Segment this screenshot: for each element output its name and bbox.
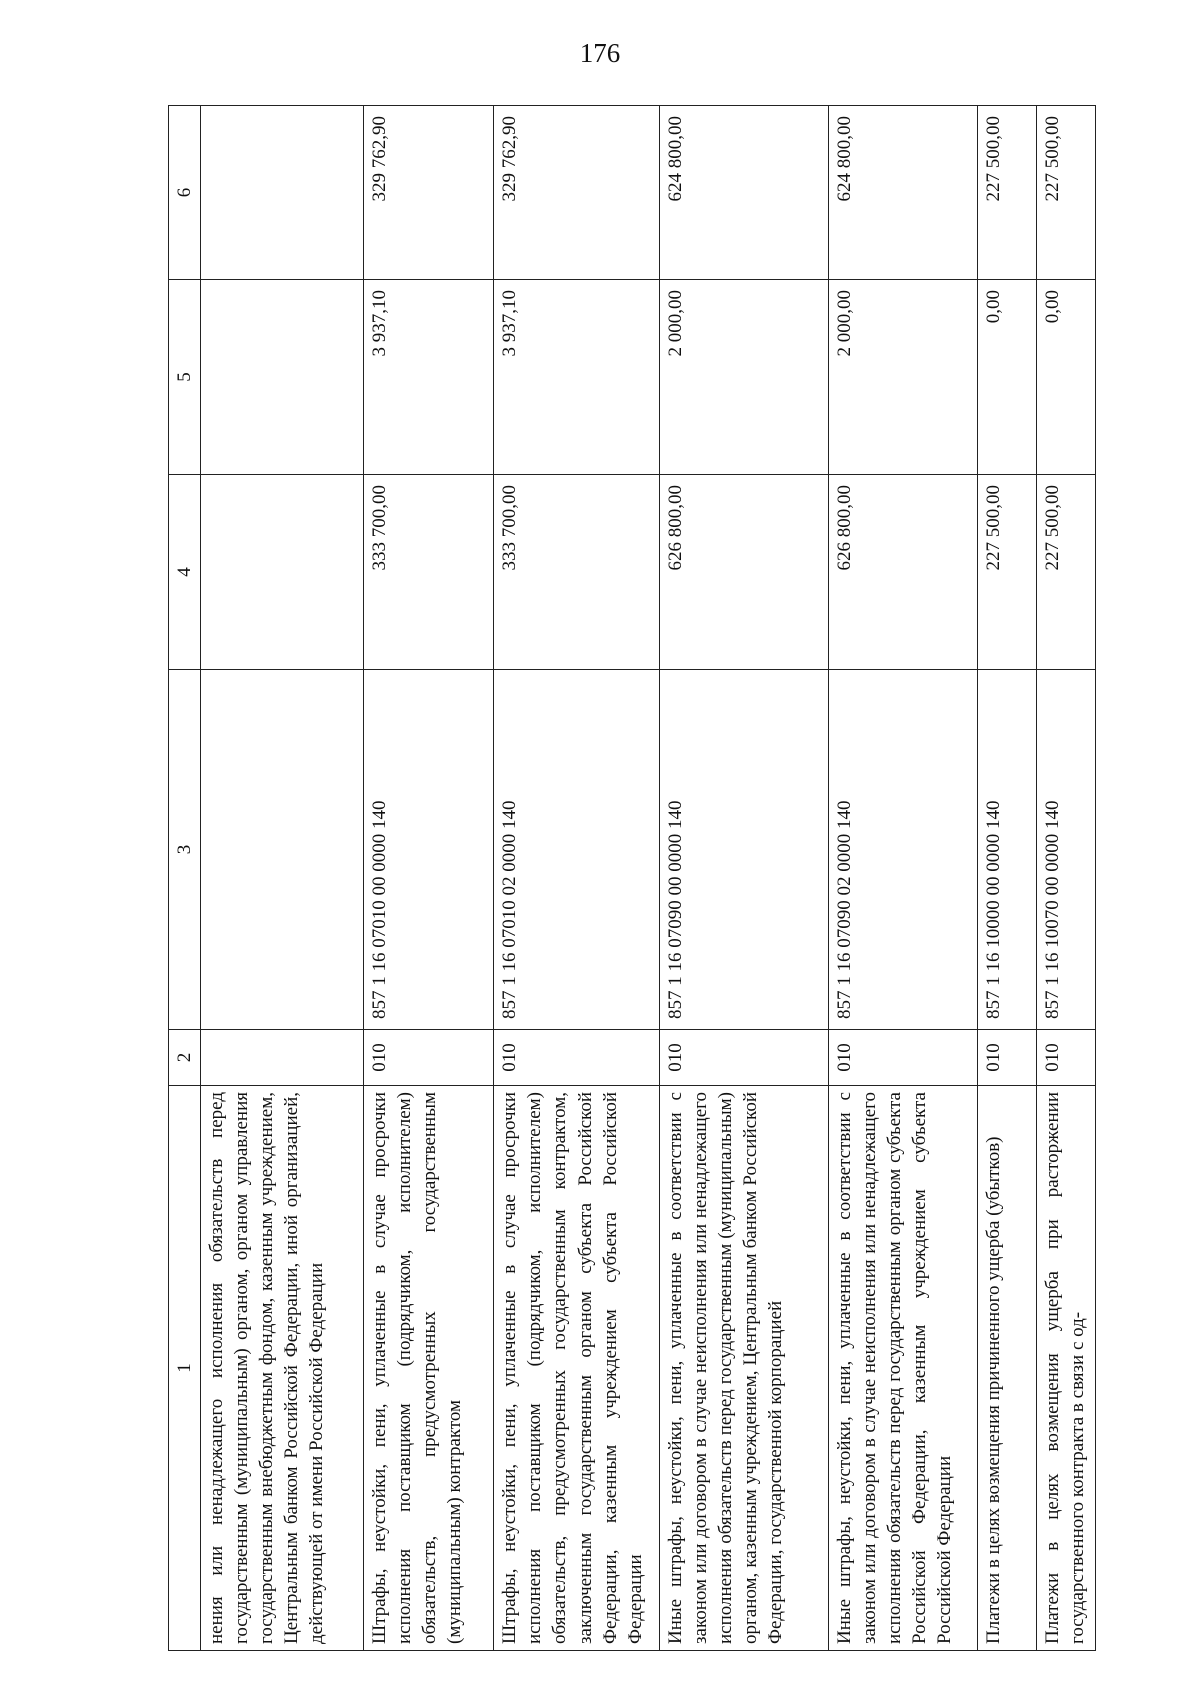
table-row (828, 106, 977, 1651)
plan-amount: 626 800,00 (828, 475, 977, 670)
table-row (1036, 106, 1095, 1651)
total-amount (200, 106, 363, 280)
budget-code: 857 1 16 07010 00 0000 140 (363, 670, 494, 1030)
row-name: нения или ненадлежащего исполнения обязательств перед государственным (муниципальным) органом, органом управления государственным внебюджетным фондом, казенным учреждением, Центральным банком Российской Федерации, иной организацией, действующей от имени Российской Федерации (200, 1086, 363, 1651)
rotated-table-container (168, 106, 1096, 1651)
table-row (977, 106, 1036, 1651)
admin-code: 010 (363, 1030, 494, 1086)
budget-code: 857 1 16 10000 00 0000 140 (977, 670, 1036, 1030)
total-amount: 329 762,90 (363, 106, 494, 280)
total-amount: 624 800,00 (659, 106, 828, 280)
admin-code: 010 (494, 1030, 659, 1086)
total-amount: 227 500,00 (1036, 106, 1095, 280)
header-cell: 5 (169, 280, 201, 475)
plan-amount: 227 500,00 (977, 475, 1036, 670)
table-row (494, 106, 659, 1651)
amend-amount: 2 000,00 (659, 280, 828, 475)
row-name: Иные штрафы, неустойки, пени, уплаченные в соответствии с законом или договором в случае неисполнения или ненадлежащего исполнения обязательств перед государственным (муниципальным) органом, казенным учреждением, Центральным банком Российской Федерации, государственной корпорацией (659, 1086, 828, 1651)
header-cell: 2 (169, 1030, 201, 1086)
total-amount: 624 800,00 (828, 106, 977, 280)
amend-amount: 0,00 (1036, 280, 1095, 475)
amend-amount: 3 937,10 (494, 280, 659, 475)
table-row (659, 106, 828, 1651)
revenue-table (168, 105, 1096, 1651)
landscape-page (168, 106, 1096, 1651)
budget-code: 857 1 16 07010 02 0000 140 (494, 670, 659, 1030)
admin-code: 010 (828, 1030, 977, 1086)
budget-code: 857 1 16 07090 00 0000 140 (659, 670, 828, 1030)
row-name: Платежи в целях возмещения причиненного ущерба (убытков) (977, 1086, 1036, 1651)
plan-amount: 626 800,00 (659, 475, 828, 670)
budget-code: 857 1 16 07090 02 0000 140 (828, 670, 977, 1030)
plan-amount: 227 500,00 (1036, 475, 1095, 670)
header-cell: 1 (169, 1086, 201, 1651)
header-cell: 3 (169, 670, 201, 1030)
amend-amount: 3 937,10 (363, 280, 494, 475)
amend-amount: 0,00 (977, 280, 1036, 475)
plan-amount: 333 700,00 (363, 475, 494, 670)
header-row (169, 106, 201, 1651)
table-row (363, 106, 494, 1651)
plan-amount (200, 475, 363, 670)
header-cell: 4 (169, 475, 201, 670)
page-number: 176 (579, 38, 621, 68)
plan-amount: 333 700,00 (494, 475, 659, 670)
row-name: Штрафы, неустойки, пени, уплаченные в случае просрочки исполнения поставщиком (подрядчиком, исполнителем) обязательств, предусмотренных государственным (муниципальным) контрактом (363, 1086, 494, 1651)
admin-code: 010 (1036, 1030, 1095, 1086)
budget-code: 857 1 16 10070 00 0000 140 (1036, 670, 1095, 1030)
total-amount: 227 500,00 (977, 106, 1036, 280)
total-amount: 329 762,90 (494, 106, 659, 280)
admin-code: 010 (977, 1030, 1036, 1086)
amend-amount (200, 280, 363, 475)
header-cell: 6 (169, 106, 201, 280)
table-row (200, 106, 363, 1651)
row-name: Штрафы, неустойки, пени, уплаченные в случае просрочки исполнения поставщиком (подрядчиком, исполнителем) обязательств, предусмотренных государственным контрактом, заключенным государственным органом субъекта Российской Федерации, казенным учреждением субъекта Российской Федерации (494, 1086, 659, 1651)
row-name: Иные штрафы, неустойки, пени, уплаченные в соответствии с законом или договором в случае неисполнения или ненадлежащего исполнения обязательств перед государственным органом субъекта Российской Федерации, казенным учреждением субъекта Российской Федерации (828, 1086, 977, 1651)
amend-amount: 2 000,00 (828, 280, 977, 475)
admin-code: 010 (659, 1030, 828, 1086)
row-name: Платежи в целях возмещения ущерба при расторжении государственного контракта в связи с од- (1036, 1086, 1095, 1651)
admin-code (200, 1030, 363, 1086)
budget-code (200, 670, 363, 1030)
